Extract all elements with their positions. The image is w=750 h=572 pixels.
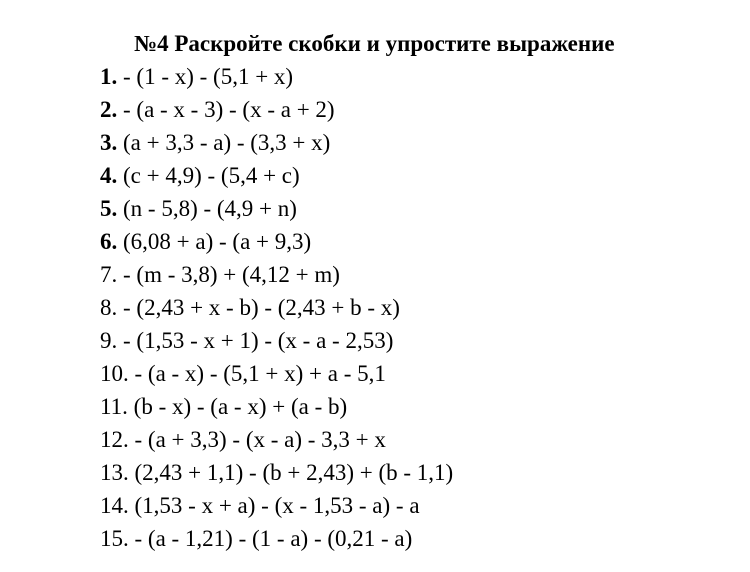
exercise-item <box>100 93 453 126</box>
exercise-expression: - (a - x - 3) - (x - a + 2) <box>117 97 335 122</box>
exercise-item <box>100 159 453 192</box>
exercise-item <box>100 324 453 357</box>
exercise-expression: - (2,43 + x - b) - (2,43 + b - x) <box>117 295 400 320</box>
exercise-item <box>100 192 453 225</box>
exercise-expression: - (a + 3,3) - (x - a) - 3,3 + x <box>128 427 386 452</box>
exercise-expression: (n - 5,8) - (4,9 + n) <box>117 196 297 221</box>
exercise-item <box>100 258 453 291</box>
exercise-expression: - (m - 3,8) + (4,12 + m) <box>117 262 340 287</box>
exercise-item <box>100 390 453 423</box>
exercise-number: 15. <box>100 526 129 551</box>
page-title: №4 Раскройте скобки и упростите выражение <box>134 31 615 56</box>
exercise-number: 13. <box>100 460 129 485</box>
exercise-number: 1. <box>100 64 118 89</box>
exercise-number: 9. <box>100 328 118 353</box>
exercise-list <box>100 60 453 555</box>
exercise-expression: (2,43 + 1,1) - (b + 2,43) + (b - 1,1) <box>128 460 454 485</box>
exercise-item <box>100 522 453 555</box>
exercise-number: 7. <box>100 262 118 287</box>
exercise-number: 14. <box>100 493 129 518</box>
exercise-item <box>100 489 453 522</box>
exercise-item <box>100 60 453 93</box>
exercise-number: 6. <box>100 229 118 254</box>
exercise-item <box>100 456 453 489</box>
exercise-expression: - (1 - x) - (5,1 + x) <box>117 64 294 89</box>
exercise-item <box>100 225 453 258</box>
exercise-expression: (1,53 - x + a) - (x - 1,53 - a) - a <box>128 493 420 518</box>
exercise-expression: (a + 3,3 - a) - (3,3 + x) <box>117 130 331 155</box>
exercise-item <box>100 357 453 390</box>
exercise-expression: (b - x) - (a - x) + (a - b) <box>127 394 348 419</box>
exercise-expression: - (a - 1,21) - (1 - a) - (0,21 - a) <box>128 526 413 551</box>
exercise-number: 5. <box>100 196 118 221</box>
exercise-number: 4. <box>100 163 118 188</box>
exercise-expression: - (a - x) - (5,1 + x) + a - 5,1 <box>128 361 386 386</box>
exercise-item <box>100 423 453 456</box>
exercise-item <box>100 126 453 159</box>
exercise-item <box>100 291 453 324</box>
exercise-number: 8. <box>100 295 118 320</box>
exercise-number: 10. <box>100 361 129 386</box>
exercise-number: 11. <box>100 394 128 419</box>
exercise-number: 12. <box>100 427 129 452</box>
exercise-number: 3. <box>100 130 118 155</box>
exercise-number: 2. <box>100 97 118 122</box>
exercise-expression: - (1,53 - x + 1) - (x - a - 2,53) <box>117 328 394 353</box>
exercise-expression: (6,08 + a) - (a + 9,3) <box>117 229 312 254</box>
exercise-expression: (c + 4,9) - (5,4 + c) <box>117 163 300 188</box>
